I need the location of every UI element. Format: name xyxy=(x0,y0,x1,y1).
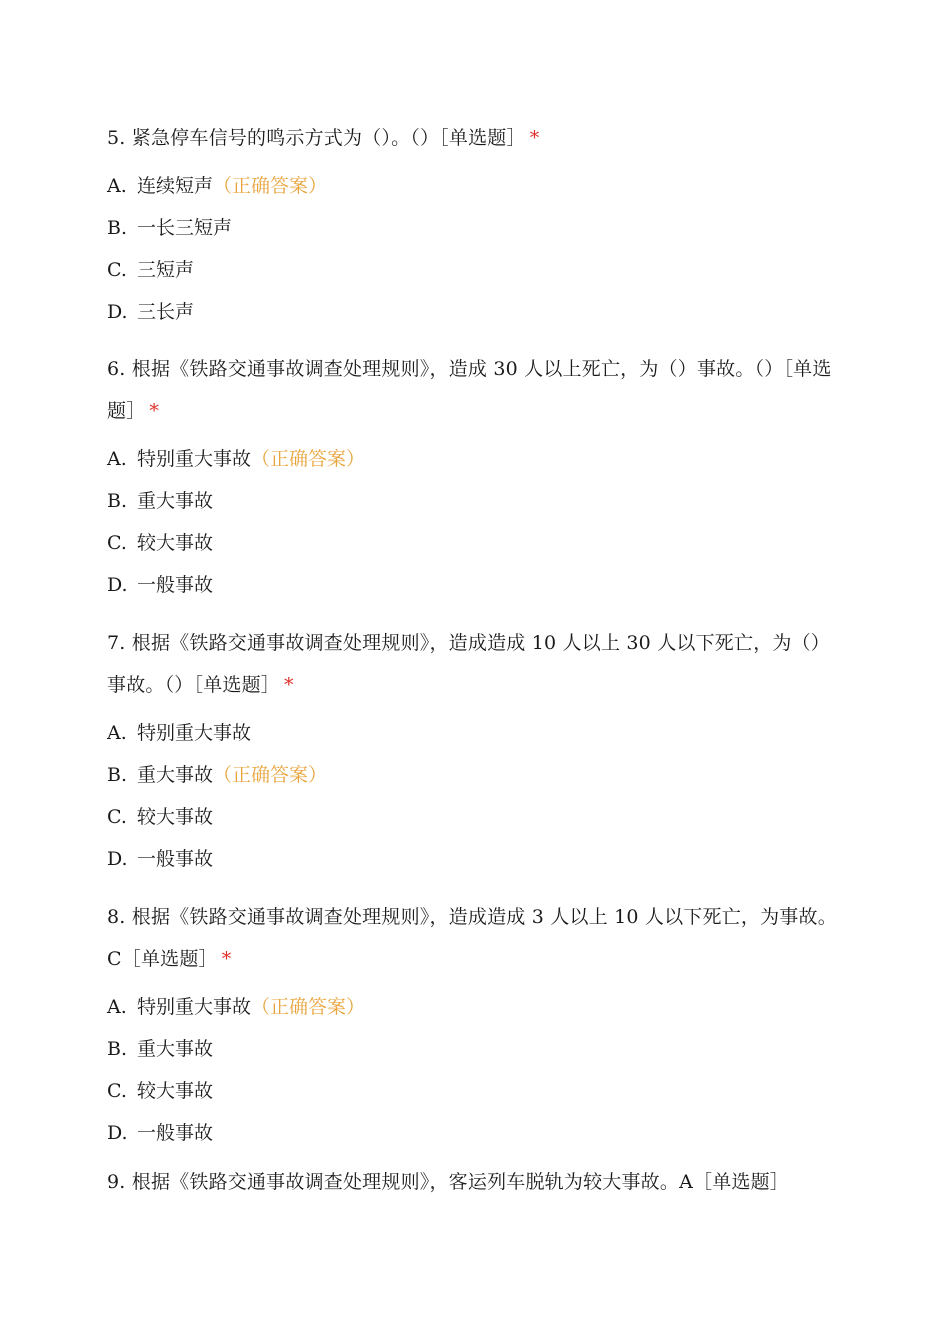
option-text: 特别重大事故 xyxy=(137,448,252,470)
correct-answer-label: （正确答案） xyxy=(251,996,366,1018)
option-text: 一长三短声 xyxy=(137,217,233,239)
option-a xyxy=(107,445,365,473)
option-d xyxy=(107,571,213,599)
question-text xyxy=(107,1161,837,1203)
question-number: 7. xyxy=(107,632,126,654)
option-text: 特别重大事故 xyxy=(137,722,252,744)
option-text: 一般事故 xyxy=(137,848,214,870)
option-letter: A. xyxy=(107,448,127,470)
option-letter: C. xyxy=(107,259,127,281)
option-letter: D. xyxy=(107,848,128,870)
required-mark: * xyxy=(149,400,160,422)
option-letter: A. xyxy=(107,722,127,744)
option-letter: B. xyxy=(107,764,128,786)
question-number: 5. xyxy=(107,127,126,149)
option-text: 三短声 xyxy=(137,259,195,281)
question-text xyxy=(107,896,837,980)
option-text: 重大事故 xyxy=(137,490,214,512)
correct-answer-label: （正确答案） xyxy=(213,175,328,197)
option-c xyxy=(107,256,194,284)
option-text: 一般事故 xyxy=(137,1122,214,1144)
option-d xyxy=(107,845,213,873)
option-letter: D. xyxy=(107,574,128,596)
option-text: 重大事故 xyxy=(137,764,214,786)
option-text: 较大事故 xyxy=(137,532,214,554)
option-b xyxy=(107,214,232,242)
question-7 xyxy=(107,622,837,706)
required-mark: * xyxy=(221,948,232,970)
option-a xyxy=(107,993,365,1021)
question-stem: 紧急停车信号的鸣示方式为（）。（）［单选题］ xyxy=(131,127,526,149)
option-c xyxy=(107,1077,213,1105)
question-stem: 根据《铁路交通事故调查处理规则》，造成 30 人以上死亡，为（）事故。（）［单选题］ xyxy=(107,358,832,422)
option-letter: A. xyxy=(107,996,127,1018)
option-a xyxy=(107,172,327,200)
option-d xyxy=(107,1119,213,1147)
question-text xyxy=(107,117,837,159)
option-text: 一般事故 xyxy=(137,574,214,596)
option-text: 三长声 xyxy=(137,301,195,323)
question-6 xyxy=(107,348,837,432)
question-number: 9. xyxy=(107,1171,126,1193)
option-text: 较大事故 xyxy=(137,1080,214,1102)
option-letter: C. xyxy=(107,806,127,828)
question-5 xyxy=(107,117,837,159)
option-letter: A. xyxy=(107,175,127,197)
required-mark: * xyxy=(529,127,540,149)
option-letter: B. xyxy=(107,490,128,512)
question-stem: 根据《铁路交通事故调查处理规则》，客运列车脱轨为较大事故。A［单选题］ xyxy=(131,1171,790,1193)
option-letter: C. xyxy=(107,1080,127,1102)
option-letter: B. xyxy=(107,1038,128,1060)
option-a xyxy=(107,719,251,747)
option-letter: D. xyxy=(107,301,128,323)
question-stem: 根据《铁路交通事故调查处理规则》，造成造成 10 人以上 30 人以下死亡，为（）事故。（）［单选题］ xyxy=(107,632,830,696)
question-stem: 根据《铁路交通事故调查处理规则》，造成造成 3 人以上 10 人以下死亡，为事故。C［单选题］ xyxy=(107,906,837,970)
option-letter: C. xyxy=(107,532,127,554)
option-b xyxy=(107,761,327,789)
option-d xyxy=(107,298,194,326)
correct-answer-label: （正确答案） xyxy=(251,448,366,470)
option-text: 较大事故 xyxy=(137,806,214,828)
correct-answer-label: （正确答案） xyxy=(213,764,328,786)
question-text xyxy=(107,348,837,432)
option-b xyxy=(107,1035,213,1063)
option-c xyxy=(107,529,213,557)
option-letter: D. xyxy=(107,1122,128,1144)
option-text: 特别重大事故 xyxy=(137,996,252,1018)
option-text: 重大事故 xyxy=(137,1038,214,1060)
question-text xyxy=(107,622,837,706)
option-b xyxy=(107,487,213,515)
question-number: 8. xyxy=(107,906,126,928)
option-text: 连续短声 xyxy=(137,175,214,197)
question-number: 6. xyxy=(107,358,126,380)
question-9 xyxy=(107,1161,837,1203)
option-c xyxy=(107,803,213,831)
option-letter: B. xyxy=(107,217,128,239)
question-8 xyxy=(107,896,837,980)
required-mark: * xyxy=(284,674,294,696)
